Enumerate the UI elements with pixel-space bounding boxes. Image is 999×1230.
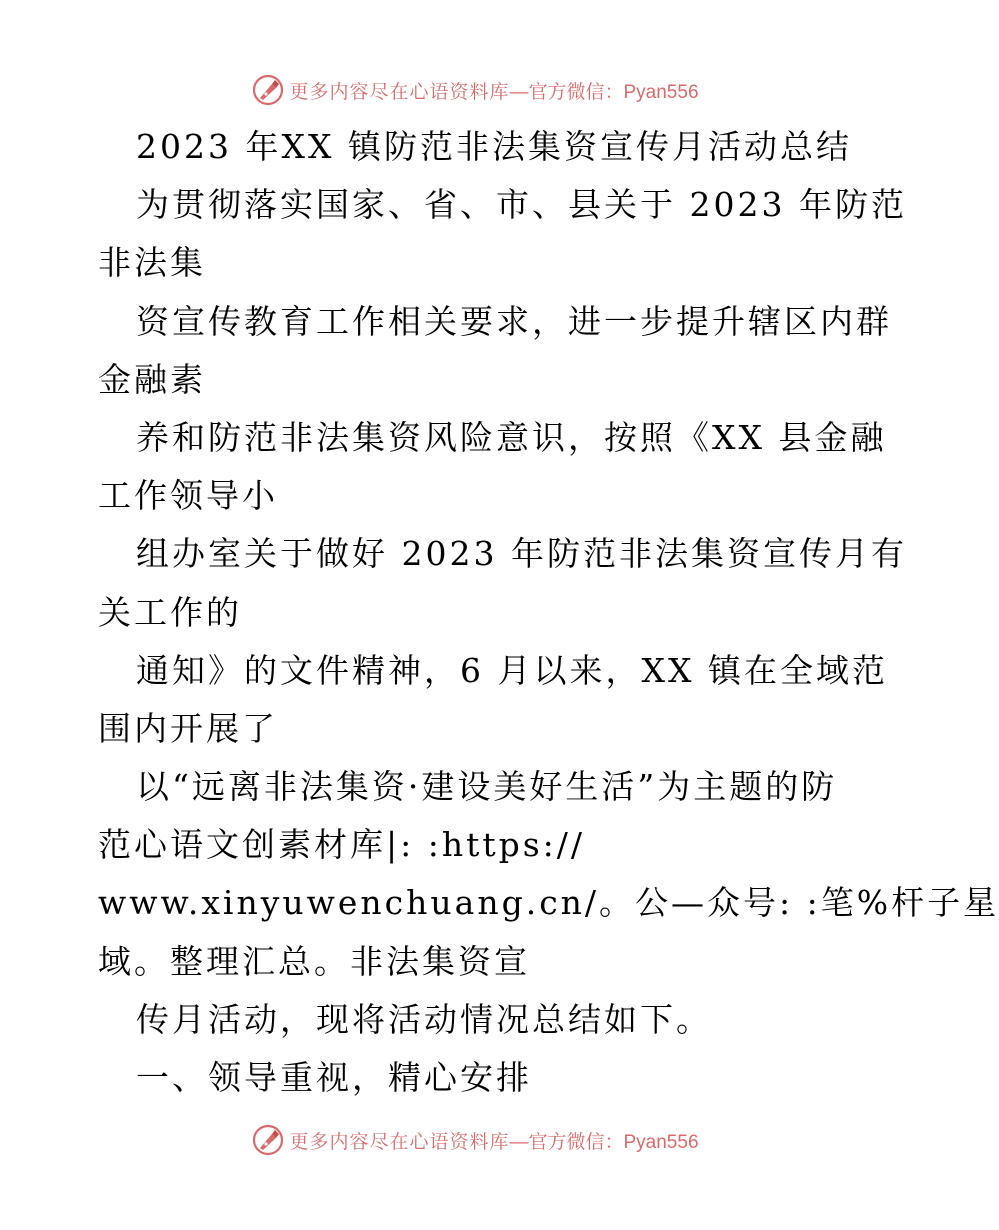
doc-line: 工作领导小 [98, 476, 278, 516]
pen-nib-logo-icon [251, 1123, 285, 1157]
doc-section-heading: 一、领导重视，精心安排 [136, 1058, 532, 1097]
doc-line: 关工作的 [98, 592, 242, 632]
doc-line: 组办室关于做好 2023 年防范非法集资宣传月有 [136, 534, 907, 574]
doc-line: 通知》的文件精神，6 月以来，XX 镇在全域范 [136, 650, 888, 690]
doc-line: 围内开展了 [98, 708, 278, 748]
doc-line: 以“远离非法集资·建设美好生活”为主题的防 [136, 767, 838, 807]
banner-site-text: 更多内容尽在心语资料库 [289, 80, 510, 103]
document-body [98, 118, 999, 1107]
doc-title: 2023 年XX 镇防范非法集资宣传月活动总结 [136, 127, 852, 166]
doc-line: 传月活动，现将活动情况总结如下。 [136, 999, 712, 1039]
footer-banner-content [251, 1123, 698, 1157]
doc-line: www.xinyuwenchuang.cn/。公—众号: :笔%杆子星 [98, 883, 999, 923]
doc-line: 域。整理汇总。非法集资宣 [98, 941, 530, 981]
header-banner-content [251, 73, 698, 107]
banner-site-text: 更多内容尽在心语资料库 [289, 1130, 510, 1153]
footer-banner [0, 1120, 950, 1160]
doc-line: 养和防范非法集资风险意识，按照《XX 县金融 [136, 417, 887, 457]
banner-wechat-text: —官方微信：Pyan556 [509, 81, 699, 103]
pen-nib-logo-icon [251, 73, 285, 107]
doc-line: 金融素 [98, 359, 206, 399]
header-banner [0, 70, 950, 110]
doc-line: 范心语文创素材库|: :https:// [98, 825, 586, 865]
doc-line: 为贯彻落实国家、省、市、县关于 2023 年防范 [136, 185, 907, 225]
doc-line: 资宣传教育工作相关要求，进一步提升辖区内群 [136, 301, 892, 341]
banner-wechat-text: —官方微信：Pyan556 [509, 1131, 699, 1153]
doc-line: 非法集 [98, 243, 206, 283]
